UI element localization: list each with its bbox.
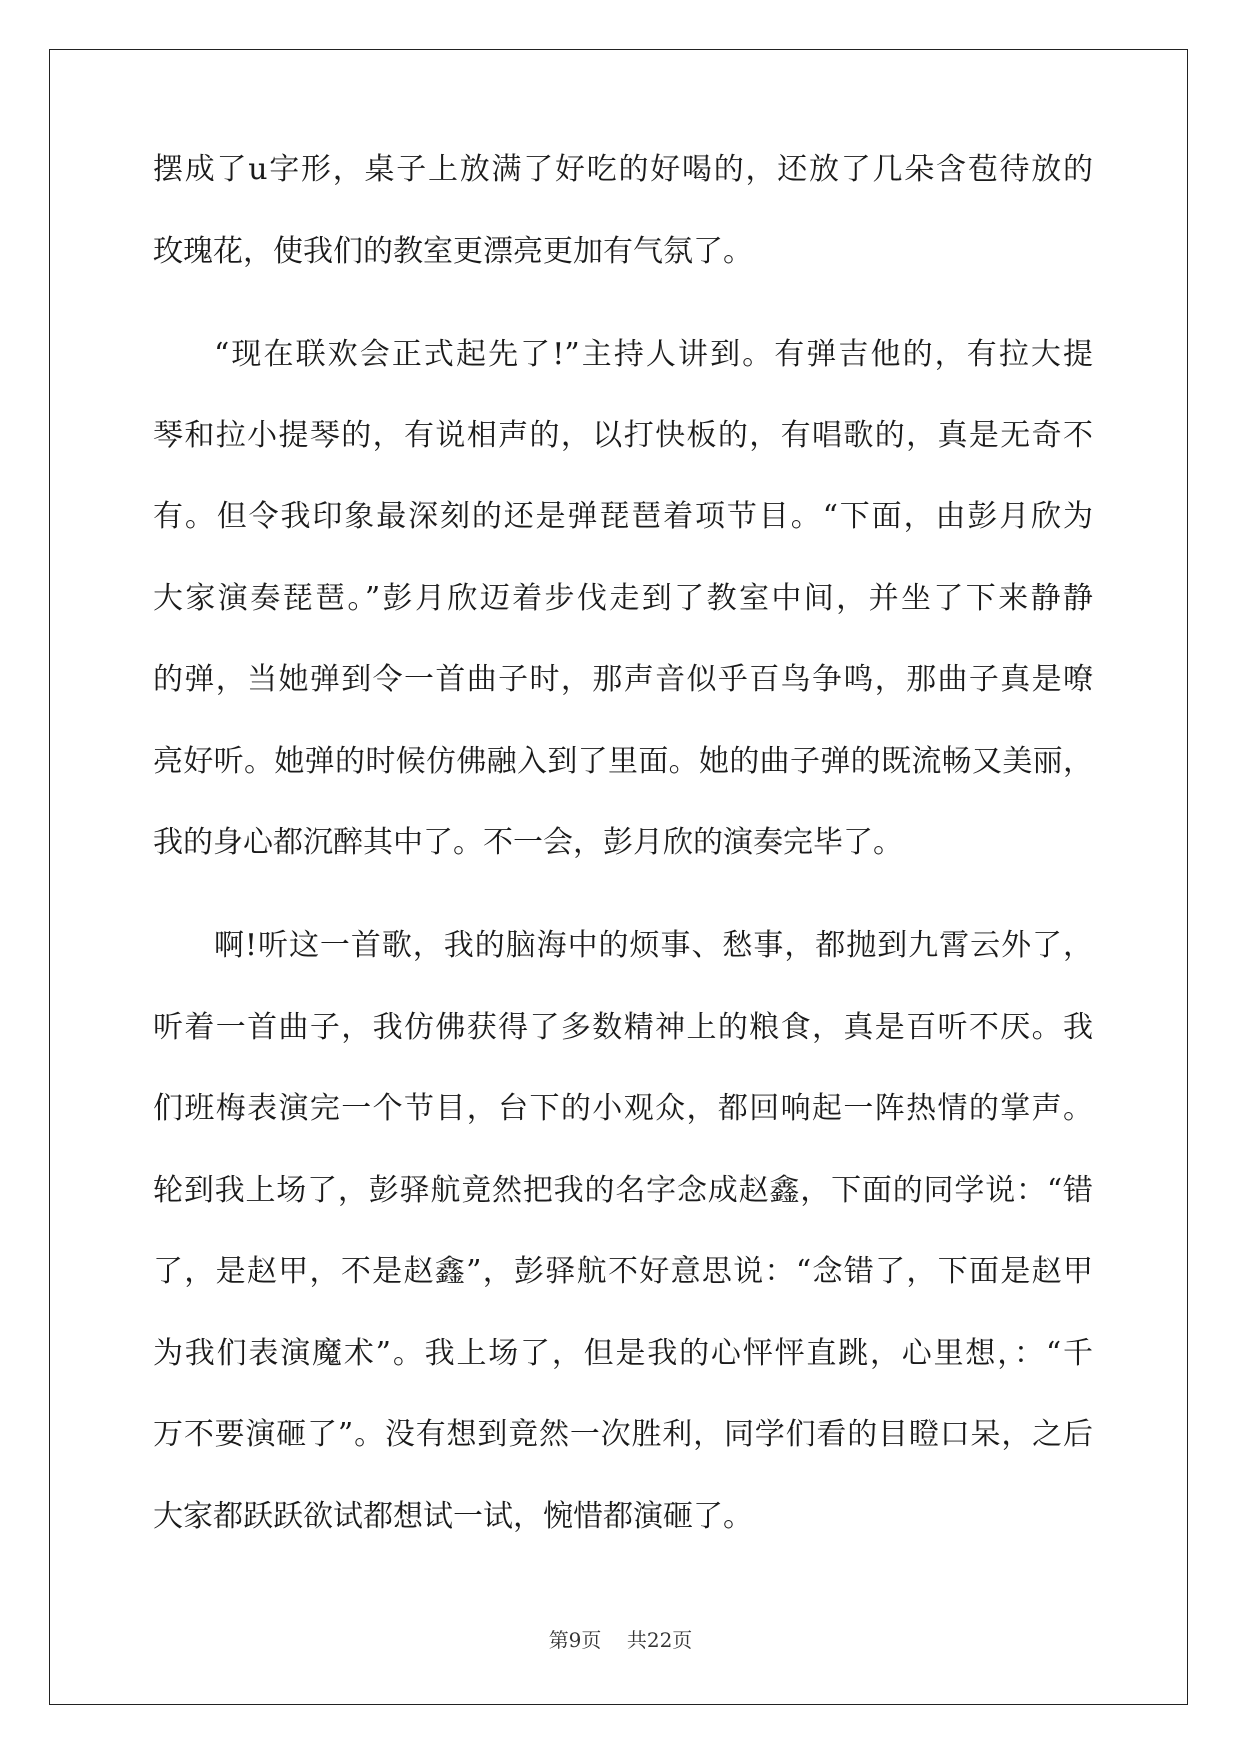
text-line: 琴和拉小提琴的，有说相声的，以打快板的，有唱歌的，真是无奇不	[153, 418, 1093, 453]
text-line: 了，是赵甲，不是赵鑫”，彭驿航不好意思说：“念错了，下面是赵甲	[153, 1254, 1093, 1289]
page-border	[49, 49, 1188, 1705]
page-number-footer	[0, 1624, 1241, 1653]
text-line: 大家都跃跃欲试都想试一试，惋惜都演砸了。	[153, 1499, 753, 1534]
text-line: 们班梅表演完一个节目，台下的小观众，都回响起一阵热情的掌声。	[153, 1091, 1093, 1126]
text-line: 亮好听。她弹的时候仿佛融入到了里面。她的曲子弹的既流畅又美丽，	[153, 744, 1093, 779]
text-line: 万不要演砸了”。没有想到竟然一次胜利，同学们看的目瞪口呆，之后	[153, 1417, 1093, 1452]
text-line: 摆成了u字形，桌子上放满了好吃的好喝的，还放了几朵含苞待放的	[153, 152, 1093, 187]
page-number-label: 第9页 共22页	[548, 1628, 693, 1652]
text-line: 大家演奏琵琶。”彭月欣迈着步伐走到了教室中间，并坐了下来静静	[153, 581, 1093, 616]
text-line: 啊!听这一首歌，我的脑海中的烦事、愁事，都抛到九霄云外了，	[214, 928, 1093, 963]
text-line: 听着一首曲子，我仿佛获得了多数精神上的粮食，真是百听不厌。我	[153, 1010, 1093, 1045]
text-line: 有。但令我印象最深刻的还是弹琵琶着项节目。“下面，由彭月欣为	[153, 499, 1093, 534]
text-line: 的弹，当她弹到令一首曲子时，那声音似乎百鸟争鸣，那曲子真是嘹	[153, 662, 1093, 697]
text-line: “现在联欢会正式起先了!”主持人讲到。有弹吉他的，有拉大提	[214, 337, 1093, 372]
text-line: 轮到我上场了，彭驿航竟然把我的名字念成赵鑫，下面的同学说：“错	[153, 1173, 1093, 1208]
text-line: 为我们表演魔术”。我上场了，但是我的心怦怦直跳，心里想，：“千	[153, 1336, 1093, 1371]
text-line: 我的身心都沉醉其中了。不一会，彭月欣的演奏完毕了。	[153, 825, 903, 860]
text-line: 玫瑰花，使我们的教室更漂亮更加有气氛了。	[153, 234, 753, 269]
